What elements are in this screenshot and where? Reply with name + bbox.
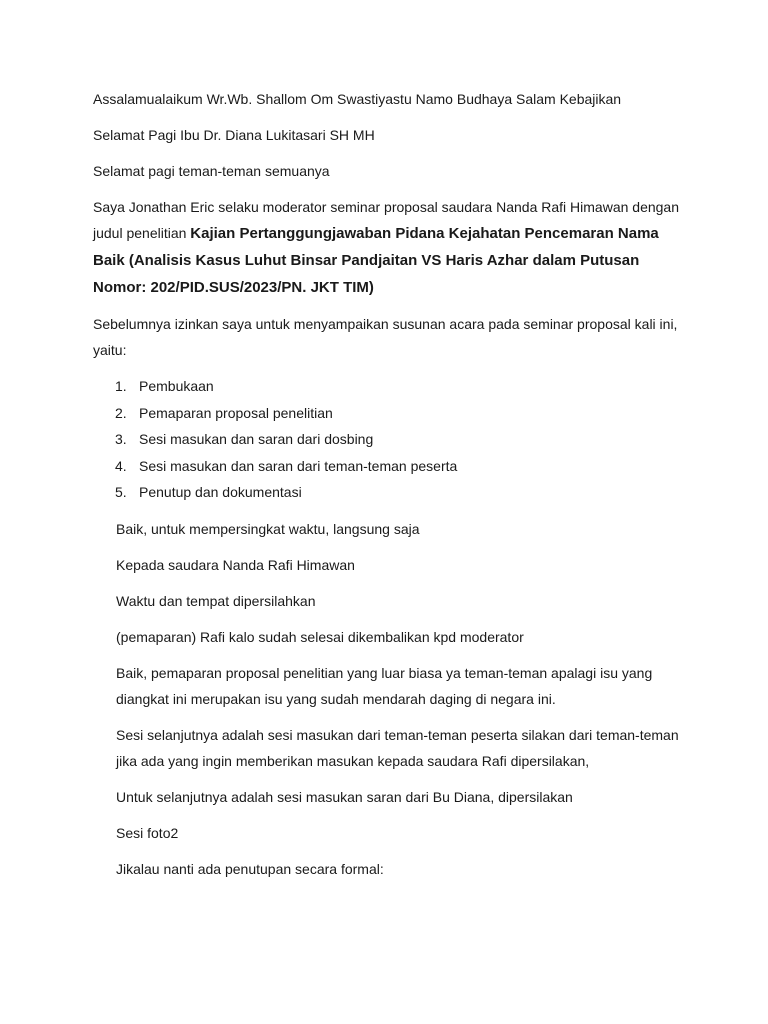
script-line: Sesi selanjutnya adalah sesi masukan dari teman-teman peserta silakan dari teman-teman jika ada yang ingin memberikan masukan kepada saudara Rafi dipersilakan,	[116, 726, 679, 769]
research-title: Kajian Pertanggungjawaban Pidana Kejahatan Pencemaran Nama Baik (Analisis Kasus Luhut Binsar Pandjaitan VS Haris Azhar dalam Putusan Nomor: 202/PID.SUS/2023/PN. JKT TIM)	[93, 225, 659, 296]
script-line: Baik, untuk mempersingkat waktu, langsung saja	[116, 520, 420, 537]
script-lines	[116, 516, 683, 882]
agenda-item	[115, 373, 683, 400]
script-line: (pemaparan) Rafi kalo sudah selesai dikembalikan kpd moderator	[116, 628, 524, 645]
agenda-number: 5.	[115, 484, 127, 500]
script-line: Untuk selanjutnya adalah sesi masukan saran dari Bu Diana, dipersilakan	[116, 788, 573, 805]
agenda-text: Sesi masukan dan saran dari teman-teman peserta	[139, 457, 458, 474]
greeting-friends-line: Selamat pagi teman-teman semuanya	[93, 163, 330, 179]
agenda-number: 2.	[115, 404, 127, 421]
script-line: Jikalau nanti ada penutupan secara formal:	[116, 860, 384, 877]
agenda-number: 4.	[115, 457, 127, 474]
document-body	[93, 86, 683, 892]
agenda-text: Sesi masukan dan saran dari dosbing	[139, 431, 374, 447]
agenda-list	[93, 373, 683, 506]
intro-text: Saya Jonathan Eric selaku moderator seminar proposal saudara Nanda Rafi Himawan dengan judul penelitian	[93, 199, 679, 241]
agenda-item	[115, 426, 683, 453]
agenda-item	[115, 479, 683, 506]
agenda-text: Pembukaan	[139, 378, 214, 394]
agenda-text: Penutup dan dokumentasi	[139, 484, 302, 500]
intro-paragraph	[93, 194, 683, 301]
script-line: Sesi foto2	[116, 824, 179, 841]
agenda-text: Pemaparan proposal penelitian	[139, 404, 333, 421]
agenda-number: 3.	[115, 431, 127, 447]
greeting-line: Assalamualaikum Wr.Wb. Shallom Om Swastiyastu Namo Budhaya Salam Kebajikan	[93, 91, 622, 107]
greeting-guest-line: Selamat Pagi Ibu Dr. Diana Lukitasari SH MH	[93, 127, 375, 143]
agenda-number: 1.	[115, 378, 127, 394]
script-line: Kepada saudara Nanda Rafi Himawan	[116, 556, 355, 573]
agenda-intro: Sebelumnya izinkan saya untuk menyampaikan susunan acara pada seminar proposal kali ini, yaitu:	[93, 316, 678, 358]
script-line: Baik, pemaparan proposal penelitian yang luar biasa ya teman-teman apalagi isu yang diangkat ini merupakan isu yang sudah mendarah daging di negara ini.	[116, 664, 653, 707]
agenda-item	[115, 400, 683, 427]
agenda-item	[115, 453, 683, 480]
script-line: Waktu dan tempat dipersilahkan	[116, 592, 316, 609]
